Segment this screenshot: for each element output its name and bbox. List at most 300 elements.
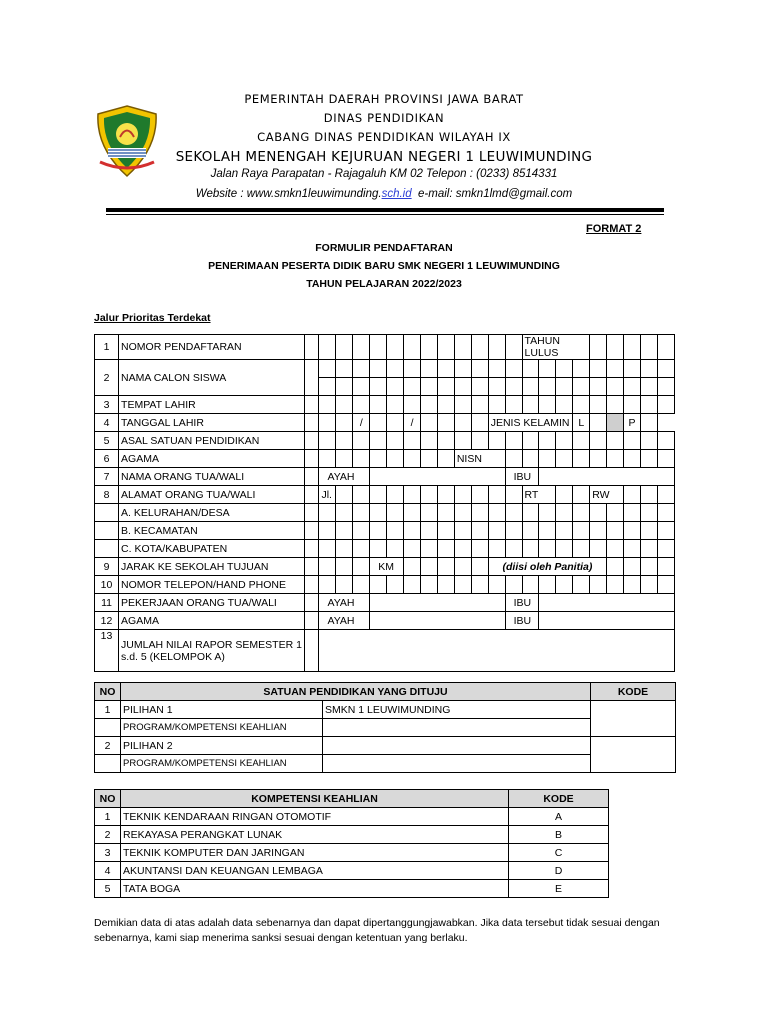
grid-cell[interactable] <box>404 378 421 396</box>
grid-cell[interactable] <box>336 522 353 540</box>
grid-cell[interactable] <box>657 576 674 594</box>
grid-cell[interactable] <box>573 378 590 396</box>
grid-cell[interactable] <box>624 540 641 558</box>
grid-cell[interactable] <box>387 432 404 450</box>
ibu-field[interactable] <box>539 594 675 612</box>
row-number: 1 <box>95 335 119 360</box>
grid-cell[interactable] <box>370 378 387 396</box>
grid-cell[interactable] <box>522 396 539 414</box>
grid-cell[interactable] <box>471 360 488 378</box>
grid-cell[interactable] <box>353 432 370 450</box>
grid-cell[interactable] <box>624 396 641 414</box>
grid-cell[interactable] <box>641 360 658 378</box>
grid-cell[interactable] <box>641 378 658 396</box>
grid-cell[interactable] <box>437 540 454 558</box>
grid-cell[interactable] <box>471 486 488 504</box>
grid-cell[interactable] <box>657 558 674 576</box>
grid-cell[interactable] <box>573 522 590 540</box>
row-label: TEMPAT LAHIR <box>119 396 305 414</box>
dest-row-no: 2 <box>95 737 121 755</box>
grid-cell[interactable] <box>488 360 505 378</box>
ibu-field[interactable] <box>539 612 675 630</box>
grid-cell[interactable] <box>641 396 658 414</box>
grid-cell[interactable] <box>319 335 336 360</box>
grid-cell[interactable] <box>607 378 624 396</box>
ayah-field[interactable] <box>370 468 505 486</box>
grid-cell[interactable] <box>336 378 353 396</box>
row-label: TANGGAL LAHIR <box>119 414 305 432</box>
grid-cell[interactable] <box>539 450 556 468</box>
dest-row-value[interactable] <box>323 755 591 773</box>
grid-cell[interactable] <box>421 432 438 450</box>
grid-cell[interactable] <box>624 504 641 522</box>
grid-cell[interactable] <box>657 450 674 468</box>
ayah-label: AYAH <box>319 612 370 630</box>
grid-cell[interactable] <box>624 378 641 396</box>
grid-cell[interactable] <box>421 558 438 576</box>
grid-cell[interactable] <box>539 396 556 414</box>
grid-cell[interactable] <box>522 540 539 558</box>
grid-cell[interactable] <box>522 450 539 468</box>
grid-cell[interactable] <box>421 540 438 558</box>
grid-cell[interactable] <box>370 414 387 432</box>
grid-cell[interactable] <box>454 540 471 558</box>
rw-label: RW <box>590 486 624 504</box>
grid-cell[interactable] <box>471 504 488 522</box>
grid-cell[interactable] <box>437 504 454 522</box>
grid-cell[interactable] <box>437 558 454 576</box>
grid-cell[interactable] <box>607 558 624 576</box>
grid-cell[interactable] <box>387 360 404 378</box>
grid-cell[interactable] <box>319 432 336 450</box>
grid-cell[interactable] <box>573 396 590 414</box>
grid-cell[interactable] <box>353 360 370 378</box>
grid-cell[interactable] <box>370 486 387 504</box>
registration-form-table <box>94 334 675 672</box>
grid-cell[interactable] <box>471 540 488 558</box>
grid-cell[interactable] <box>505 540 522 558</box>
grid-cell[interactable] <box>573 450 590 468</box>
grid-cell[interactable] <box>319 414 336 432</box>
grid-cell[interactable] <box>641 486 658 504</box>
grid-cell[interactable] <box>590 396 607 414</box>
website-link[interactable]: sch.id <box>381 188 412 200</box>
grid-cell[interactable] <box>404 576 421 594</box>
grid-cell[interactable] <box>488 576 505 594</box>
grid-cell[interactable] <box>404 522 421 540</box>
grid-cell[interactable] <box>471 558 488 576</box>
grid-cell[interactable] <box>573 360 590 378</box>
grid-cell[interactable] <box>624 360 641 378</box>
grid-cell[interactable] <box>505 486 522 504</box>
grid-cell[interactable] <box>437 576 454 594</box>
grid-cell[interactable] <box>590 378 607 396</box>
header-government: PEMERINTAH DAERAH PROVINSI JAWA BARAT <box>244 92 524 106</box>
grid-cell[interactable] <box>437 432 454 450</box>
dest-kode-1[interactable] <box>591 701 676 737</box>
grid-cell[interactable] <box>353 335 370 360</box>
ibu-field[interactable] <box>539 468 675 486</box>
grid-cell[interactable] <box>624 335 641 360</box>
grid-cell[interactable] <box>657 360 674 378</box>
grid-cell[interactable] <box>421 414 438 432</box>
grid-cell[interactable] <box>573 576 590 594</box>
row-number: 9 <box>95 558 119 576</box>
grid-cell[interactable] <box>488 396 505 414</box>
grid-cell[interactable] <box>522 432 539 450</box>
grid-cell[interactable] <box>590 414 607 432</box>
grid-cell[interactable] <box>641 335 658 360</box>
grid-cell[interactable] <box>590 450 607 468</box>
grid-cell[interactable] <box>437 378 454 396</box>
grid-cell[interactable] <box>336 450 353 468</box>
grid-cell[interactable] <box>624 432 641 450</box>
grid-cell[interactable] <box>590 360 607 378</box>
grid-cell[interactable] <box>641 450 658 468</box>
grid-cell[interactable] <box>556 540 573 558</box>
grid-cell[interactable] <box>573 540 590 558</box>
dest-row-value[interactable] <box>323 719 591 737</box>
grid-cell[interactable] <box>336 486 353 504</box>
grid-cell[interactable] <box>590 576 607 594</box>
grid-cell[interactable] <box>404 360 421 378</box>
km-label: KM <box>370 558 404 576</box>
grid-cell[interactable] <box>657 378 674 396</box>
grid-cell[interactable] <box>404 558 421 576</box>
grid-cell[interactable] <box>641 414 658 432</box>
grid-cell[interactable] <box>336 540 353 558</box>
comp-row-kode: B <box>509 826 609 844</box>
grid-cell[interactable] <box>641 558 658 576</box>
grid-cell[interactable] <box>387 414 404 432</box>
grid-cell[interactable] <box>404 432 421 450</box>
row-label: PEKERJAAN ORANG TUA/WALI <box>119 594 305 612</box>
grid-cell[interactable] <box>556 522 573 540</box>
dest-kode-2[interactable] <box>591 737 676 773</box>
grid-cell[interactable] <box>505 360 522 378</box>
grid-cell[interactable] <box>488 504 505 522</box>
grid-cell[interactable] <box>539 522 556 540</box>
grid-cell[interactable] <box>370 360 387 378</box>
row-label: JARAK KE SEKOLAH TUJUAN <box>119 558 305 576</box>
grid-cell[interactable] <box>607 396 624 414</box>
grid-cell[interactable] <box>556 486 573 504</box>
grid-cell[interactable] <box>319 558 336 576</box>
grid-cell[interactable] <box>387 396 404 414</box>
grid-cell[interactable] <box>454 558 471 576</box>
grid-cell[interactable] <box>319 360 336 378</box>
destination-table <box>94 682 676 773</box>
grid-cell[interactable] <box>370 522 387 540</box>
grid-cell[interactable] <box>641 504 658 522</box>
grid-cell[interactable] <box>641 432 658 450</box>
grid-cell[interactable] <box>454 576 471 594</box>
grid-cell[interactable] <box>505 396 522 414</box>
grid-cell[interactable] <box>387 576 404 594</box>
grid-cell[interactable] <box>387 504 404 522</box>
grid-cell[interactable] <box>624 522 641 540</box>
grid-cell[interactable] <box>421 450 438 468</box>
grid-cell[interactable] <box>353 396 370 414</box>
grid-cell[interactable] <box>353 378 370 396</box>
grid-cell[interactable] <box>607 450 624 468</box>
grid-cell[interactable] <box>657 396 674 414</box>
gender-l: L <box>573 414 590 432</box>
grid-cell[interactable] <box>454 432 471 450</box>
grid-cell[interactable] <box>421 576 438 594</box>
comp-row-name: TEKNIK KENDARAAN RINGAN OTOMOTIF <box>121 808 509 826</box>
jalur-label: Jalur Prioritas Terdekat <box>94 312 211 324</box>
grid-cell[interactable] <box>573 504 590 522</box>
grid-cell[interactable] <box>488 335 505 360</box>
grid-cell[interactable] <box>607 360 624 378</box>
gap-cell <box>305 504 319 522</box>
grid-cell[interactable] <box>573 486 590 504</box>
grid-cell[interactable] <box>641 576 658 594</box>
grid-cell[interactable] <box>454 522 471 540</box>
dest-row-label: PILIHAN 2 <box>121 737 323 755</box>
grid-cell[interactable] <box>607 522 624 540</box>
comp-header-no: NO <box>95 790 121 808</box>
grid-cell[interactable] <box>370 335 387 360</box>
grid-cell[interactable] <box>607 335 624 360</box>
grid-cell[interactable] <box>556 360 573 378</box>
grid-cell[interactable] <box>505 450 522 468</box>
comp-row-no: 5 <box>95 880 121 898</box>
dest-header-no: NO <box>95 683 121 701</box>
comp-row-no: 2 <box>95 826 121 844</box>
grid-cell[interactable] <box>336 396 353 414</box>
grid-cell[interactable] <box>607 540 624 558</box>
grid-cell[interactable] <box>624 450 641 468</box>
grid-cell[interactable] <box>556 450 573 468</box>
header-address: Jalan Raya Parapatan - Rajagaluh KM 02 Telepon : (0233) 8514331 <box>210 168 558 180</box>
grid-cell[interactable] <box>370 450 387 468</box>
grid-cell[interactable] <box>370 504 387 522</box>
grid-cell[interactable] <box>657 432 674 450</box>
grid-cell[interactable] <box>607 504 624 522</box>
grid-cell[interactable] <box>488 378 505 396</box>
grid-cell[interactable] <box>336 504 353 522</box>
grid-cell[interactable] <box>421 335 438 360</box>
nisn-label: NISN <box>454 450 505 468</box>
format-label: FORMAT 2 <box>586 223 642 235</box>
gap-cell <box>305 558 319 576</box>
grid-cell[interactable] <box>556 396 573 414</box>
ayah-field[interactable] <box>370 594 505 612</box>
grid-cell[interactable] <box>387 522 404 540</box>
grid-cell[interactable] <box>437 414 454 432</box>
rt-label: RT <box>522 486 556 504</box>
ayah-field[interactable] <box>370 612 505 630</box>
grid-cell[interactable] <box>607 576 624 594</box>
grid-cell[interactable] <box>590 432 607 450</box>
dest-row-value[interactable]: SMKN 1 LEUWIMUNDING <box>323 701 591 719</box>
grid-cell[interactable] <box>454 335 471 360</box>
grid-cell[interactable] <box>505 576 522 594</box>
row-label: AGAMA <box>119 450 305 468</box>
grid-cell[interactable] <box>370 540 387 558</box>
grid-cell[interactable] <box>454 504 471 522</box>
grid-cell[interactable] <box>437 360 454 378</box>
rapor-score-field[interactable] <box>319 630 675 672</box>
grid-cell[interactable] <box>387 378 404 396</box>
grid-cell[interactable] <box>353 486 370 504</box>
grid-cell[interactable] <box>590 540 607 558</box>
grid-cell[interactable] <box>437 450 454 468</box>
grid-cell[interactable] <box>522 504 539 522</box>
grid-cell[interactable] <box>404 396 421 414</box>
grid-cell[interactable] <box>657 335 674 360</box>
grid-cell[interactable] <box>488 522 505 540</box>
grid-cell[interactable] <box>387 450 404 468</box>
grid-cell[interactable] <box>370 432 387 450</box>
grid-cell[interactable] <box>539 378 556 396</box>
gap-cell <box>305 540 319 558</box>
grid-cell[interactable] <box>607 432 624 450</box>
grid-cell[interactable] <box>319 540 336 558</box>
grid-cell[interactable] <box>336 432 353 450</box>
grid-cell[interactable] <box>454 360 471 378</box>
grid-cell[interactable] <box>353 504 370 522</box>
grid-cell[interactable] <box>336 335 353 360</box>
grid-cell[interactable] <box>353 450 370 468</box>
grid-cell[interactable] <box>353 540 370 558</box>
grid-cell[interactable] <box>624 558 641 576</box>
dest-row-value[interactable] <box>323 737 591 755</box>
grid-cell[interactable] <box>319 378 336 396</box>
grid-cell[interactable] <box>319 450 336 468</box>
grid-cell[interactable] <box>539 540 556 558</box>
grid-cell[interactable] <box>437 335 454 360</box>
grid-cell[interactable] <box>336 576 353 594</box>
grid-cell[interactable] <box>657 504 674 522</box>
comp-row-no: 3 <box>95 844 121 862</box>
comp-header-kode: KODE <box>509 790 609 808</box>
grid-cell[interactable] <box>556 504 573 522</box>
panitia-label: (diisi oleh Panitia) <box>488 558 606 576</box>
grid-cell[interactable] <box>471 522 488 540</box>
grid-cell[interactable] <box>573 432 590 450</box>
grid-cell[interactable] <box>590 522 607 540</box>
grid-cell[interactable] <box>624 576 641 594</box>
grid-cell[interactable] <box>404 335 421 360</box>
grid-cell[interactable] <box>657 540 674 558</box>
grid-cell[interactable] <box>488 540 505 558</box>
grid-cell[interactable] <box>336 360 353 378</box>
grid-cell[interactable] <box>387 335 404 360</box>
grid-cell[interactable] <box>421 378 438 396</box>
grid-cell[interactable] <box>488 432 505 450</box>
grid-cell[interactable] <box>471 335 488 360</box>
grid-cell[interactable] <box>522 378 539 396</box>
ibu-label: IBU <box>505 594 539 612</box>
grid-cell[interactable] <box>657 486 674 504</box>
grid-cell[interactable] <box>454 414 471 432</box>
row-number: 12 <box>95 612 119 630</box>
grid-cell[interactable] <box>505 432 522 450</box>
gap-cell <box>305 594 319 612</box>
grid-cell[interactable] <box>454 486 471 504</box>
grid-cell[interactable] <box>454 378 471 396</box>
grid-cell[interactable] <box>404 450 421 468</box>
grid-cell[interactable] <box>505 522 522 540</box>
grid-cell[interactable] <box>404 504 421 522</box>
grid-cell[interactable] <box>387 486 404 504</box>
row-number: 2 <box>95 360 119 396</box>
grid-cell[interactable] <box>471 378 488 396</box>
grid-cell[interactable] <box>421 360 438 378</box>
grid-cell[interactable] <box>488 486 505 504</box>
grid-cell[interactable] <box>471 432 488 450</box>
grid-cell[interactable] <box>471 576 488 594</box>
grid-cell[interactable] <box>370 396 387 414</box>
grid-cell[interactable] <box>319 504 336 522</box>
grid-cell[interactable] <box>539 432 556 450</box>
grid-cell[interactable] <box>505 378 522 396</box>
grid-cell[interactable] <box>522 522 539 540</box>
grid-cell[interactable] <box>539 360 556 378</box>
grid-cell[interactable] <box>387 540 404 558</box>
grid-cell[interactable] <box>539 576 556 594</box>
grid-cell[interactable] <box>471 414 488 432</box>
grid-cell[interactable] <box>505 504 522 522</box>
grid-cell[interactable] <box>404 540 421 558</box>
grid-cell[interactable] <box>336 558 353 576</box>
competency-table <box>94 789 609 898</box>
grid-cell[interactable] <box>353 522 370 540</box>
grid-cell[interactable] <box>421 504 438 522</box>
grid-cell[interactable] <box>454 396 471 414</box>
grid-cell[interactable] <box>641 522 658 540</box>
grid-cell[interactable] <box>624 486 641 504</box>
grid-cell[interactable] <box>522 576 539 594</box>
grid-cell[interactable] <box>404 486 421 504</box>
statement-paragraph: Demikian data di atas adalah data sebenarnya dan dapat dipertanggungjawabkan. Jika data tersebut tidak sesuai dengan sebenarnya, kami siap menerima sanksi sesuai dengan ketentuan yang berlaku. <box>94 917 660 944</box>
grid-cell[interactable] <box>657 522 674 540</box>
grid-cell[interactable] <box>353 558 370 576</box>
grid-cell[interactable] <box>437 396 454 414</box>
grid-cell[interactable] <box>539 504 556 522</box>
grid-cell[interactable] <box>590 504 607 522</box>
gender-separator[interactable] <box>607 414 624 432</box>
grid-cell[interactable] <box>556 576 573 594</box>
grid-cell[interactable] <box>522 360 539 378</box>
grid-cell[interactable] <box>370 576 387 594</box>
row-number: 7 <box>95 468 119 486</box>
row-label: NAMA CALON SISWA <box>119 360 305 396</box>
grid-cell[interactable] <box>336 414 353 432</box>
grid-cell[interactable] <box>556 432 573 450</box>
header-divider-thin <box>106 214 664 215</box>
grid-cell[interactable] <box>319 522 336 540</box>
grid-cell[interactable] <box>353 576 370 594</box>
grid-cell[interactable] <box>421 396 438 414</box>
grid-cell[interactable] <box>437 522 454 540</box>
grid-cell[interactable] <box>590 335 607 360</box>
grid-cell[interactable] <box>319 576 336 594</box>
grid-cell[interactable] <box>319 396 336 414</box>
grid-cell[interactable] <box>421 486 438 504</box>
comp-row-no: 4 <box>95 862 121 880</box>
grid-cell[interactable] <box>471 396 488 414</box>
grid-cell[interactable] <box>641 540 658 558</box>
grid-cell[interactable] <box>437 486 454 504</box>
grid-cell[interactable] <box>505 335 522 360</box>
grid-cell[interactable] <box>421 522 438 540</box>
grid-cell[interactable] <box>556 378 573 396</box>
comp-row-name: REKAYASA PERANGKAT LUNAK <box>121 826 509 844</box>
